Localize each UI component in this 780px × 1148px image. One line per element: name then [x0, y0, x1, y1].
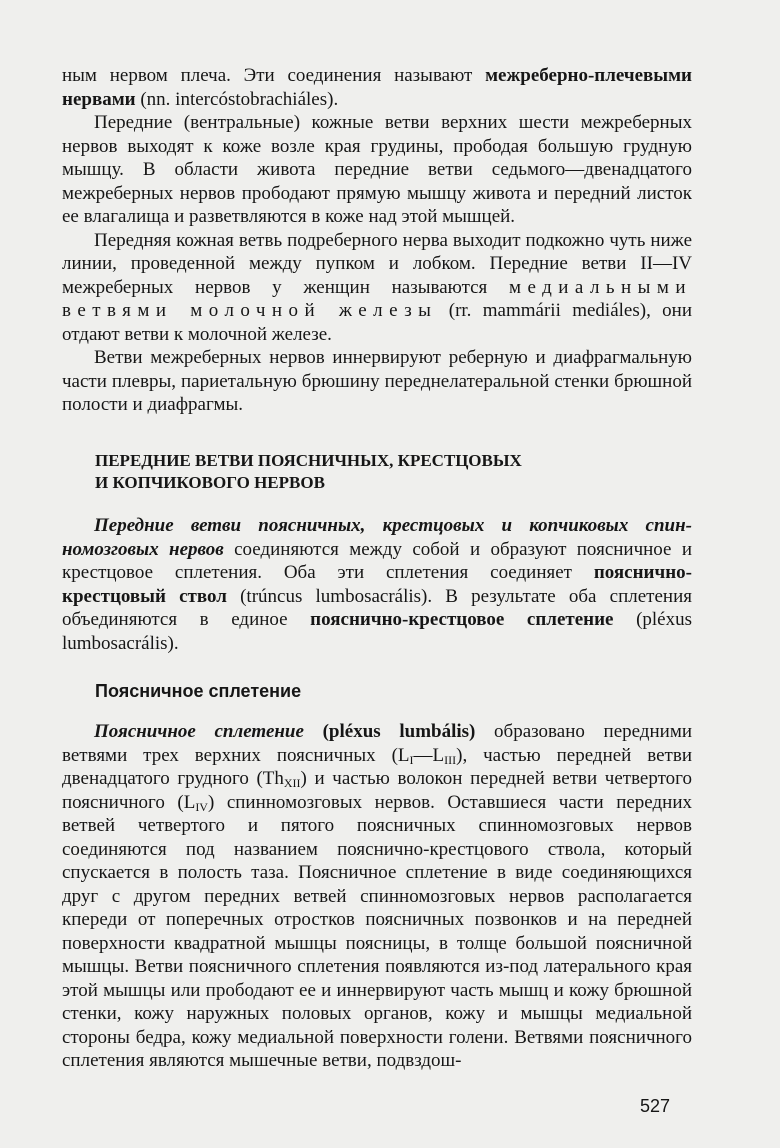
text-block-top [62, 64, 692, 417]
paragraph-2: Передние (вентральные) кожные ветви верхних шести межреберных нервов выходят к коже возле края грудины, прободая большую грудную мышцу. В области живота передние ветви седьмого—двенадцатого межреберных нервов прободают прямую мышцу живота и передний листок ее влагалища и разветвляются в коже над этой мышцей. [62, 112, 692, 227]
subsection-heading [95, 680, 725, 702]
section-heading [95, 450, 675, 494]
spaced-term: медиальными ветвями молочной железы [62, 276, 692, 321]
section-heading-line-1: ПЕРЕДНИЕ ВЕТВИ ПОЯСНИЧНЫХ, КРЕСТЦОВЫХ [95, 451, 522, 470]
subsection-title: Поясничное сплетение [95, 681, 302, 701]
paragraph-5: Передние ветви поясничных, крестцовых и копчиковых спинномозговых нервов соединяются между собой и образуют поясничное и крестцовое сплетения. Оба эти сплетения соединяет пояснично-крестцовый ствол (trúncus lumbosacrális). В результате оба сплетения объединяются в единое пояснично-крестцовое сплетение (pléxus lumbosacrális). [62, 515, 693, 654]
term-intercostobrachial: межреберно-плечевыми нервами [62, 65, 692, 110]
paragraph-1: ным нервом плеча. Эти соединения называют межреберно-плечевыми нервами (nn. intercóstobrachiáles). [62, 65, 692, 110]
paragraph-6: Поясничное сплетение (pléxus lumbális) образовано передними ветвями трех верхних поясничных $(L_I—L_{III})$, частью передней ветви двенадцатого грудного $(Th_{XII})$ и частью волокон передней ветви четвертого поясничного $(L_{IV})$ спинномозговых нервов. Оставшиеся части передних ветвей четвертого и пятого поясничных спинномозговых нервов соединяются под названием пояснично-крестцового ствола, который спускается в полость таза. Поясничное сплетение в виде соединяющихся друг с другом передних ветвей спинномозговых нервов располагается кпереди от поперечных отростков поясничных позвонков и на передней поверхности квадратной мышцы поясницы, в толще большой поясничной мышцы. Ветви поясничного сплетения появляются из-под латерального края этой мышцы или прободают ее и иннервируют часть мышц и кожу брюшной стенки, кожу наружных половых органов, кожу и мышцы медиальной стороны бедра, кожу медиальной поверхности голени. Ветвями поясничного сплетения являются мышечные ветви, подвздош- [62, 721, 693, 1071]
page-number: 527 [640, 1096, 671, 1116]
text-block-middle [62, 514, 692, 655]
text-block-bottom [62, 720, 692, 1073]
paragraph-4: Ветви межреберных нервов иннервируют реберную и диафрагмальную части плевры, париетальную брюшину переднелатеральной стенки брюшной полости и диафрагмы. [62, 347, 692, 415]
paragraph-3: Передняя кожная ветвь подреберного нерва выходит подкожно чуть ниже линии, проведенной между пупком и лобком. Передние ветви II—IV межреберных нервов у женщин называются медиальными ветвями молочной железы (rr. mammárii mediáles), они отдают ветви к молочной железе. [62, 229, 692, 345]
section-heading-line-2: И КОПЧИКОВОГО НЕРВОВ [95, 473, 325, 492]
